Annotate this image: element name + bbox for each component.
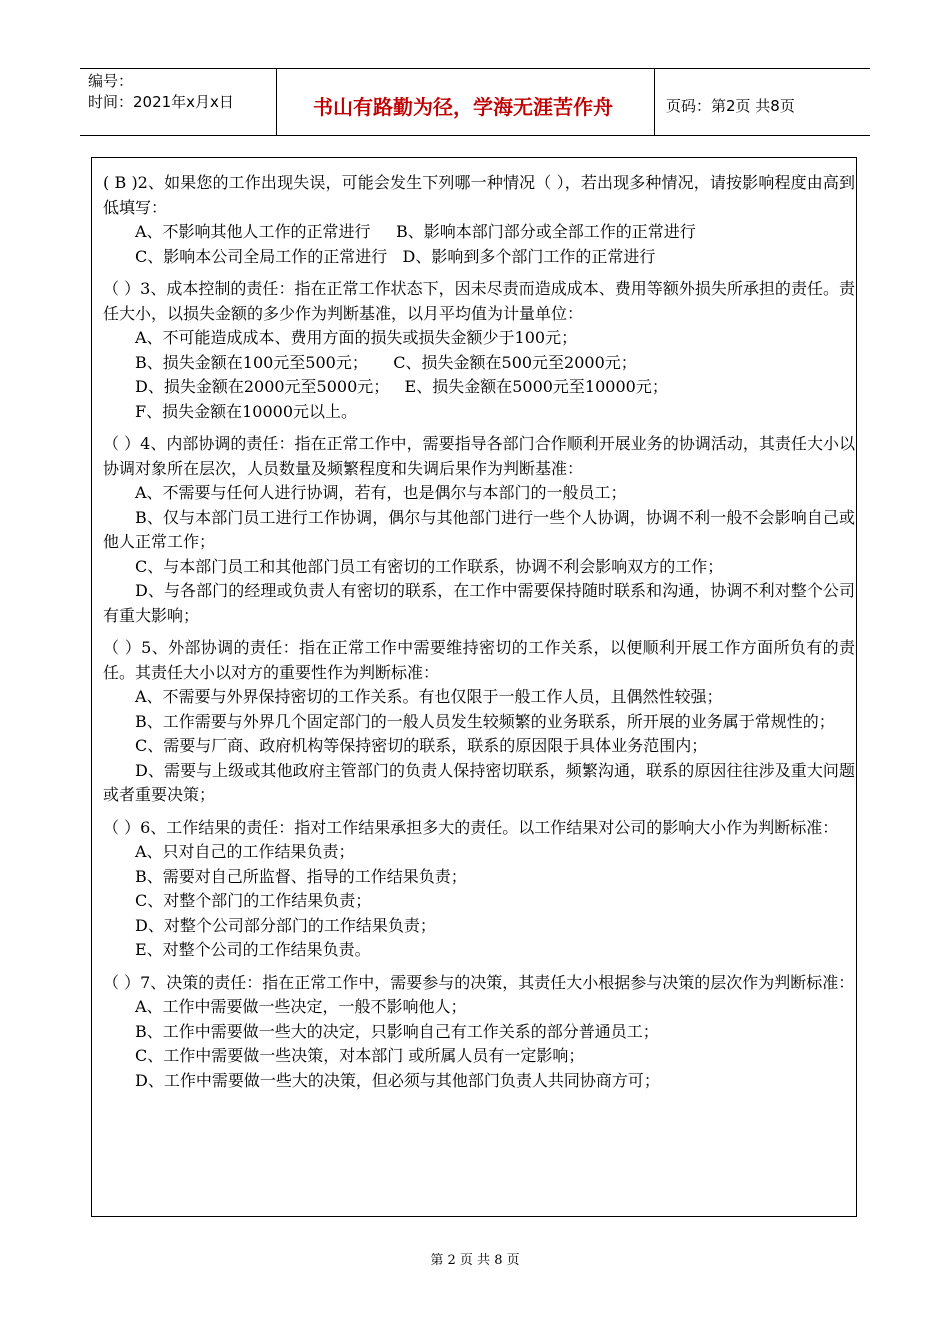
page-footer: 第 2 页 共 8 页 xyxy=(430,1253,520,1268)
option-line: A、不影响其他人工作的正常进行 B、影响本部门部分或全部工作的正常进行 xyxy=(135,222,696,241)
question-7 xyxy=(103,971,855,1094)
question-6 xyxy=(103,816,855,963)
option-line: C、影响本公司全局工作的正常进行 D、影响到多个部门工作的正常进行 xyxy=(135,246,656,266)
header-meta xyxy=(88,71,234,113)
option-line: D、损失金额在2000元至5000元； E、损失金额在5000元至10000元； xyxy=(135,377,668,396)
code-label: 编号： xyxy=(88,72,134,90)
option-line: F、损失金额在10000元以上。 xyxy=(135,401,358,421)
option-line: B、损失金额在100元至500元； C、损失金额在500元至2000元； xyxy=(135,352,637,372)
option-line: D、对整个公司部分部门的工作结果负责； xyxy=(135,915,436,935)
option-line: C、需要与厂商、政府机构等保持密切的联系，联系的原因限于具体业务范围内； xyxy=(135,736,708,755)
option-line: D、工作中需要做一些大的决策，但必须与其他部门负责人共同协商方可； xyxy=(135,1070,660,1090)
option-line: A、只对自己的工作结果负责； xyxy=(135,842,355,861)
option-line: C、与本部门员工和其他部门员工有密切的工作联系，协调不利会影响双方的工作； xyxy=(135,556,724,576)
option-line: C、工作中需要做一些决策，对本部门 或所属人员有一定影响； xyxy=(135,1046,585,1065)
option-line: B、需要对自己所监督、指导的工作结果负责； xyxy=(135,866,467,886)
option-line: B、工作中需要做一些大的决定，只影响自己有工作关系的部分普通员工； xyxy=(135,1021,659,1041)
option-line: A、工作中需要做一些决定，一般不影响他人； xyxy=(135,997,467,1016)
question-stem: （ ）3、成本控制的责任：指在正常工作状态下，因未尽责而造成成本、费用等额外损失所承担的责任。责任大小，以损失金额的多少作为判断基准，以月平均值为计量单位： xyxy=(103,279,855,323)
option-line: B、仅与本部门员工进行工作协调，偶尔与其他部门进行一些个人协调，协调不利一般不会影响自己或他人正常工作； xyxy=(103,507,855,551)
question-stem: （ ）6、工作结果的责任：指对工作结果承担多大的责任。以工作结果对公司的影响大小作为判断标准： xyxy=(103,817,839,837)
option-line: D、与各部门的经理或负责人有密切的联系，在工作中需要保持随时联系和沟通，协调不利对整个公司有重大影响； xyxy=(103,581,855,625)
option-line: E、对整个公司的工作结果负责。 xyxy=(135,940,371,959)
question-stem: ( B )2、如果您的工作出现失误，可能会发生下列哪一种情况（ ），若出现多种情况，请按影响程度由高到低填写： xyxy=(103,173,855,217)
header-motto: 书山有路勤为径，学海无涯苦作舟 xyxy=(313,95,613,119)
question-2 xyxy=(103,171,855,269)
header-divider xyxy=(654,69,655,135)
header-page-number: 页码：第2页 共8页 xyxy=(666,97,795,115)
time-label: 时间：2021年x月x日 xyxy=(88,93,234,111)
option-line: B、工作需要与外界几个固定部门的一般人员发生较频繁的业务联系，所开展的业务属于常规性的； xyxy=(135,711,835,731)
option-line: A、不需要与任何人进行协调，若有，也是偶尔与本部门的一般员工； xyxy=(135,483,627,502)
question-3 xyxy=(103,277,855,424)
option-line: A、不需要与外界保持密切的工作关系。有也仅限于一般工作人员，且偶然性较强； xyxy=(135,687,723,706)
question-stem: （ ）7、决策的责任：指在正常工作中，需要参与的决策，其责任大小根据参与决策的层次作为判断标准： xyxy=(103,972,855,992)
option-line: D、需要与上级或其他政府主管部门的负责人保持密切联系，频繁沟通，联系的原因往往涉及重大问题或者重要决策； xyxy=(103,760,855,804)
question-stem: （ ）5、外部协调的责任：指在正常工作中需要维持密切的工作关系，以便顺利开展工作方面所负有的责任。其责任大小以对方的重要性作为判断标准： xyxy=(103,638,855,682)
question-4 xyxy=(103,432,855,628)
option-line: C、对整个部门的工作结果负责； xyxy=(135,891,372,910)
questions-list xyxy=(103,171,855,1101)
page-header xyxy=(80,68,870,136)
option-line: A、不可能造成成本、费用方面的损失或损失金额少于100元； xyxy=(135,328,578,347)
question-5 xyxy=(103,636,855,808)
question-stem: （ ）4、内部协调的责任：指在正常工作中，需要指导各部门合作顺利开展业务的协调活动，其责任大小以协调对象所在层次，人员数量及频繁程度和失调后果作为判断基准： xyxy=(103,434,855,478)
